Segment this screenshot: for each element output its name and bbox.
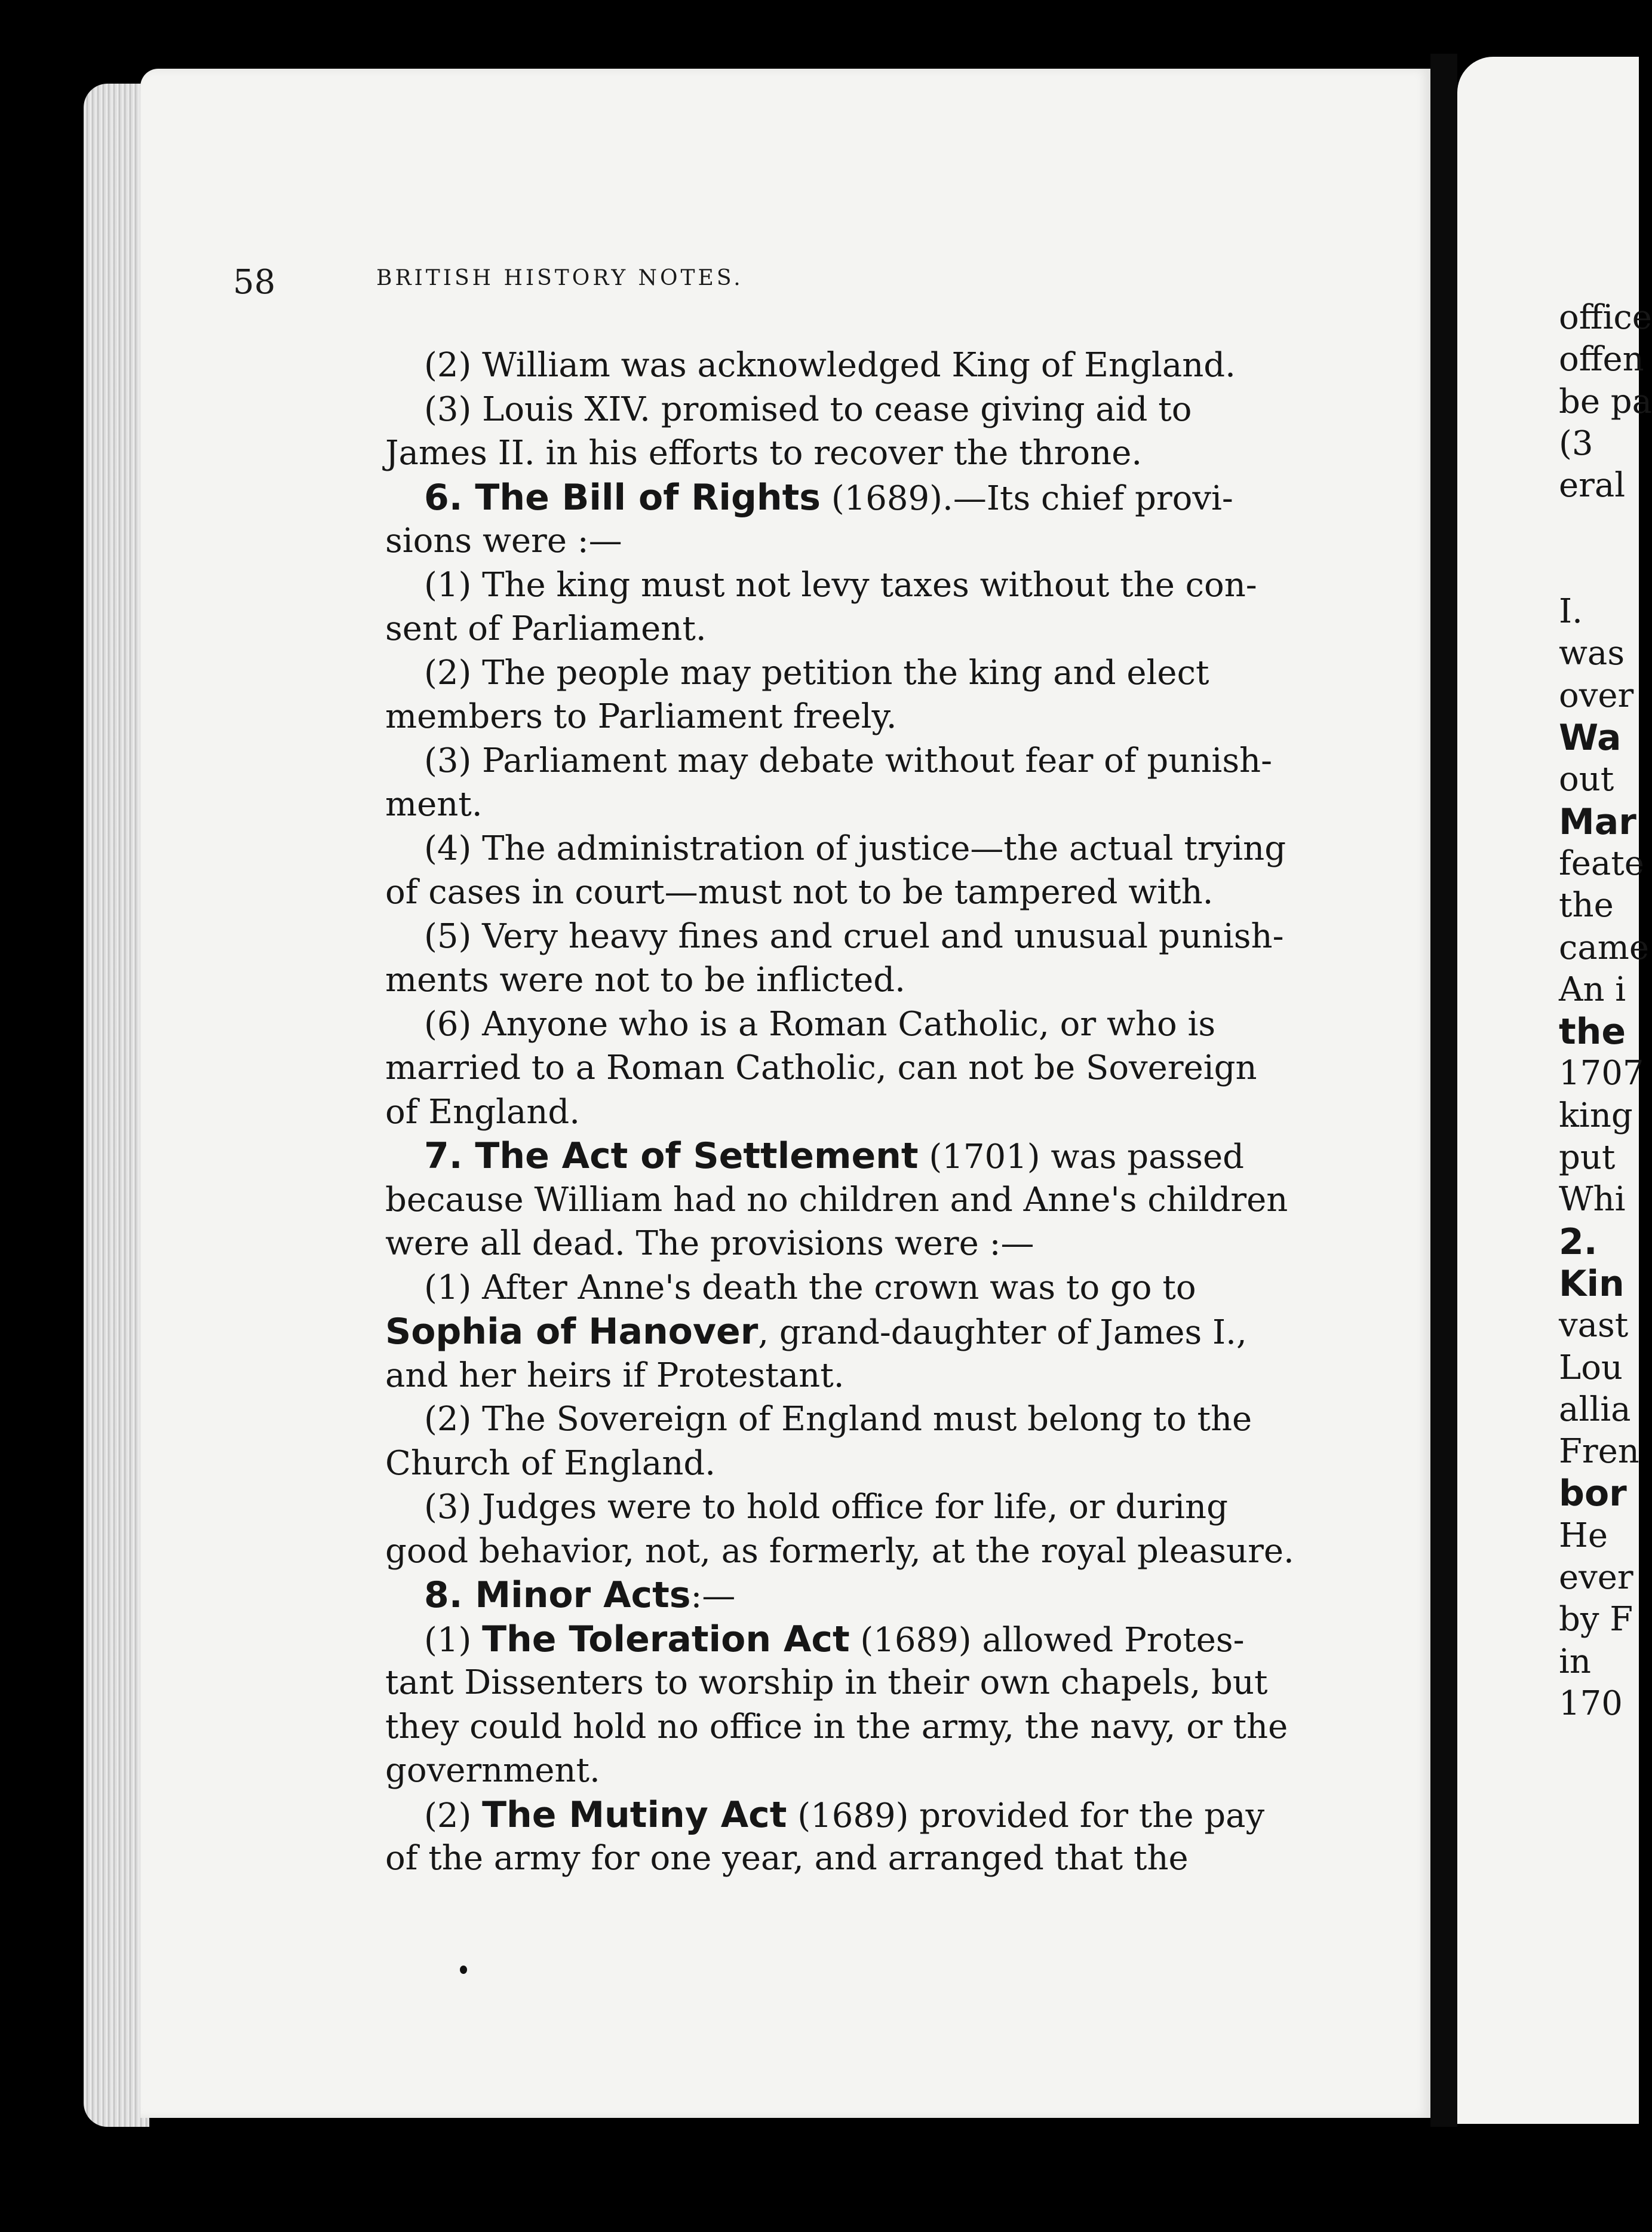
line-text: (1689).—Its chief provi- (821, 479, 1233, 518)
text-line (424, 391, 1192, 429)
text-line (385, 1313, 1247, 1352)
line-text: (1689) allowed Protes- (849, 1620, 1245, 1660)
line-text: (2) William was acknowledged King of England. (424, 346, 1236, 385)
text-line (385, 873, 1213, 912)
right-page-line: be pa (1559, 382, 1652, 421)
text-line (385, 1357, 845, 1395)
right-page-line: 170 (1559, 1684, 1623, 1723)
running-head: BRITISH HISTORY NOTES. (376, 266, 744, 290)
right-page-line: was (1559, 634, 1625, 673)
text-line (424, 1269, 1196, 1307)
line-text: tant Dissenters to worship in their own chapels, but (385, 1663, 1268, 1702)
right-page-line: offen (1559, 340, 1644, 379)
line-text: (1701) was passed (918, 1138, 1244, 1176)
right-page-line: Kin (1559, 1262, 1625, 1305)
line-text: (1) After Anne's death the crown was to go to (424, 1268, 1196, 1307)
text-line (385, 698, 897, 736)
text-line (424, 566, 1257, 605)
text-line (424, 742, 1272, 780)
right-page-line: Fren (1559, 1432, 1639, 1471)
right-page-line: Lou (1559, 1348, 1623, 1387)
line-text: government. (385, 1751, 600, 1790)
text-line (385, 434, 1142, 473)
right-page-line: Whi (1559, 1180, 1626, 1219)
line-text: sent of Parliament. (385, 609, 707, 648)
line-text: of the army for one year, and arranged that the (385, 1839, 1189, 1878)
right-page-line: out (1559, 760, 1614, 799)
section-heading: The Toleration Act (482, 1618, 850, 1660)
text-line (424, 1576, 735, 1615)
right-page-line: king (1559, 1096, 1633, 1135)
text-line (424, 347, 1236, 385)
text-line (424, 476, 1233, 519)
line-text: Church of England. (385, 1443, 716, 1483)
line-text: (6) Anyone who is a Roman Catholic, or who is (424, 1004, 1216, 1044)
line-text: sions were :— (385, 522, 622, 560)
text-line (424, 918, 1284, 956)
book-gutter (1430, 54, 1457, 2127)
right-page-line: the (1559, 1011, 1626, 1053)
text-line (385, 522, 622, 560)
right-page-line: Wa (1559, 717, 1622, 759)
right-page-line: I. (1559, 592, 1583, 631)
line-text: of England. (385, 1092, 581, 1132)
line-text: ment. (385, 785, 483, 824)
text-line (385, 1532, 1294, 1571)
right-page-line: bor (1559, 1473, 1627, 1515)
text-line (385, 1708, 1288, 1746)
text-line (424, 1488, 1228, 1526)
text-line (385, 1752, 600, 1790)
text-line (424, 1005, 1215, 1044)
text-line (424, 1793, 1265, 1836)
section-heading: The Mutiny Act (482, 1793, 787, 1836)
right-page-line: in (1559, 1642, 1591, 1681)
text-line (385, 1664, 1267, 1702)
right-page-line: came (1559, 928, 1649, 967)
line-text: they could hold no office in the army, the navy, or the (385, 1707, 1288, 1746)
line-text: because William had no children and Anne's children (385, 1180, 1288, 1219)
text-line (385, 1225, 1034, 1263)
line-text: good behavior, not, as formerly, at the royal pleasure. (385, 1531, 1294, 1571)
line-text: , grand-daughter of James I., (758, 1313, 1247, 1352)
line-text: of cases in court—must not to be tampered with. (385, 873, 1214, 912)
text-line (424, 830, 1286, 868)
right-page-line: allia (1559, 1390, 1631, 1429)
text-line (385, 1181, 1288, 1219)
right-page-line: ever (1559, 1558, 1633, 1597)
line-text: :— (690, 1577, 736, 1615)
right-page-line: eral (1559, 466, 1626, 505)
line-text: ments were not to be inflicted. (385, 961, 905, 1000)
text-line (385, 1093, 580, 1132)
right-page-line: the (1559, 886, 1614, 925)
line-text: (1689) provided for the pay (787, 1796, 1265, 1835)
line-text: members to Parliament freely. (385, 697, 897, 736)
right-page-line: 1707 (1559, 1054, 1644, 1093)
line-text: (5) Very heavy fines and cruel and unusual punish- (424, 916, 1284, 956)
text-line (385, 1839, 1189, 1878)
page-number: 58 (233, 263, 276, 302)
text-line (385, 1445, 716, 1483)
right-page (1457, 57, 1652, 2124)
line-text: (3) Parliament may debate without fear of punish- (424, 741, 1273, 780)
line-prefix: (1) (424, 1620, 483, 1660)
text-line (424, 1137, 1244, 1176)
page-edge-stack (84, 84, 149, 2127)
right-page-line: (3 (1559, 424, 1593, 463)
line-text: (3) Louis XIV. promised to cease giving aid to (424, 390, 1192, 429)
line-text: and her heirs if Protestant. (385, 1356, 845, 1395)
text-line (424, 654, 1209, 692)
text-line (385, 961, 905, 1000)
section-heading: 8. Minor Acts (424, 1574, 691, 1616)
text-line (385, 1049, 1257, 1087)
right-page-line: office (1559, 298, 1652, 337)
right-page-line: put (1559, 1138, 1616, 1177)
line-text: were all dead. The provisions were :— (385, 1224, 1034, 1263)
right-page-line: He (1559, 1516, 1608, 1555)
text-line (424, 1400, 1252, 1439)
line-text: James II. in his efforts to recover the throne. (385, 434, 1143, 473)
line-prefix: (2) (424, 1796, 483, 1835)
line-text: (4) The administration of justice—the actual trying (424, 829, 1286, 868)
line-text: (3) Judges were to hold office for life, or during (424, 1488, 1228, 1526)
line-text: married to a Roman Catholic, can not be Sovereign (385, 1048, 1257, 1087)
section-heading: 6. The Bill of Rights (424, 476, 821, 519)
line-text: (1) The king must not levy taxes without the con- (424, 565, 1257, 605)
right-page-line: 2. (1559, 1221, 1598, 1263)
line-text: (2) The Sovereign of England must belong to the (424, 1400, 1252, 1439)
section-heading: Sophia of Hanover (385, 1311, 759, 1353)
right-page-line: feate (1559, 844, 1644, 883)
text-line (424, 1620, 1245, 1660)
text-line (385, 610, 707, 648)
right-page-line: vast (1559, 1306, 1629, 1345)
right-page-line: over (1559, 676, 1634, 715)
right-page-line: by F (1559, 1600, 1633, 1639)
line-text: (2) The people may petition the king and elect (424, 653, 1209, 692)
text-line (385, 786, 483, 824)
right-page-line: Mar (1559, 801, 1636, 843)
ink-dot (460, 1966, 467, 1974)
right-page-line: An i (1559, 970, 1626, 1009)
section-heading: 7. The Act of Settlement (424, 1135, 919, 1177)
